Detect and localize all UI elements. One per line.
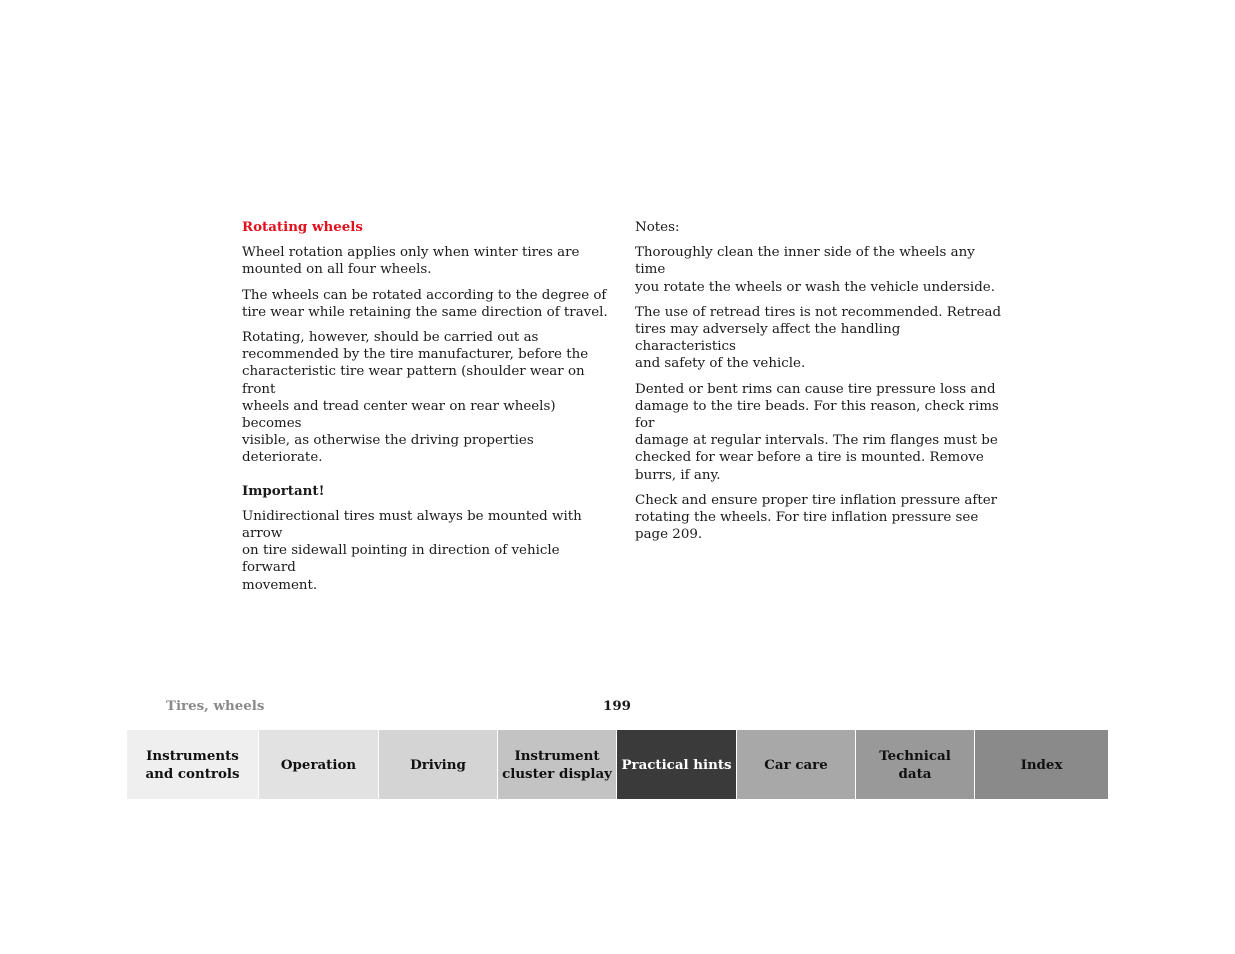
tab-instrument-cluster-display[interactable]: Instrument cluster display bbox=[498, 730, 617, 799]
footer-section-title: Tires, wheels bbox=[166, 698, 265, 714]
page-number: 199 bbox=[603, 698, 631, 714]
note-paragraph: Check and ensure proper tire inflation pressure after rotating the wheels. For tire inflation pressure see page 209. bbox=[635, 492, 998, 543]
important-paragraph: Unidirectional tires must always be mounted with arrow on tire sidewall pointing in direction of vehicle forward movement. bbox=[242, 508, 582, 593]
right-column bbox=[635, 219, 1005, 551]
tab-instruments-and-controls[interactable]: Instruments and controls bbox=[127, 730, 259, 799]
tab-car-care[interactable]: Car care bbox=[737, 730, 856, 799]
tab-index[interactable]: Index bbox=[975, 730, 1108, 799]
tab-operation[interactable]: Operation bbox=[259, 730, 379, 799]
section-heading: Rotating wheels bbox=[242, 219, 363, 235]
tab-driving[interactable]: Driving bbox=[379, 730, 498, 799]
paragraph: The wheels can be rotated according to the degree of tire wear while retaining the same direction of travel. bbox=[242, 287, 608, 320]
tab-practical-hints[interactable]: Practical hints bbox=[617, 730, 737, 799]
paragraph: Rotating, however, should be carried out as recommended by the tire manufacturer, before the characteristic tire wear pattern (shoulder wear on front wheels and tread center wear on rear wheels) becomes visible, as otherwise the driving properties deteriorate. bbox=[242, 330, 589, 466]
left-column bbox=[242, 219, 612, 602]
notes-label: Notes: bbox=[635, 220, 680, 235]
note-paragraph: Dented or bent rims can cause tire pressure loss and damage to the tire beads. For this reason, check rims for damage at regular intervals. The rim flanges must be checked for wear before a tire is mounted. Remove burrs, if any. bbox=[635, 381, 999, 483]
paragraph: Wheel rotation applies only when winter tires are mounted on all four wheels. bbox=[242, 245, 580, 278]
chapter-tab-bar bbox=[127, 730, 1108, 799]
note-paragraph: The use of retread tires is not recommended. Retread tires may adversely affect the handling characteristics and safety of the vehicle. bbox=[635, 304, 1002, 372]
note-paragraph: Thoroughly clean the inner side of the wheels any time you rotate the wheels or wash the vehicle underside. bbox=[635, 245, 995, 295]
tab-technical-data[interactable]: Technical data bbox=[856, 730, 975, 799]
important-heading: Important! bbox=[242, 482, 325, 499]
